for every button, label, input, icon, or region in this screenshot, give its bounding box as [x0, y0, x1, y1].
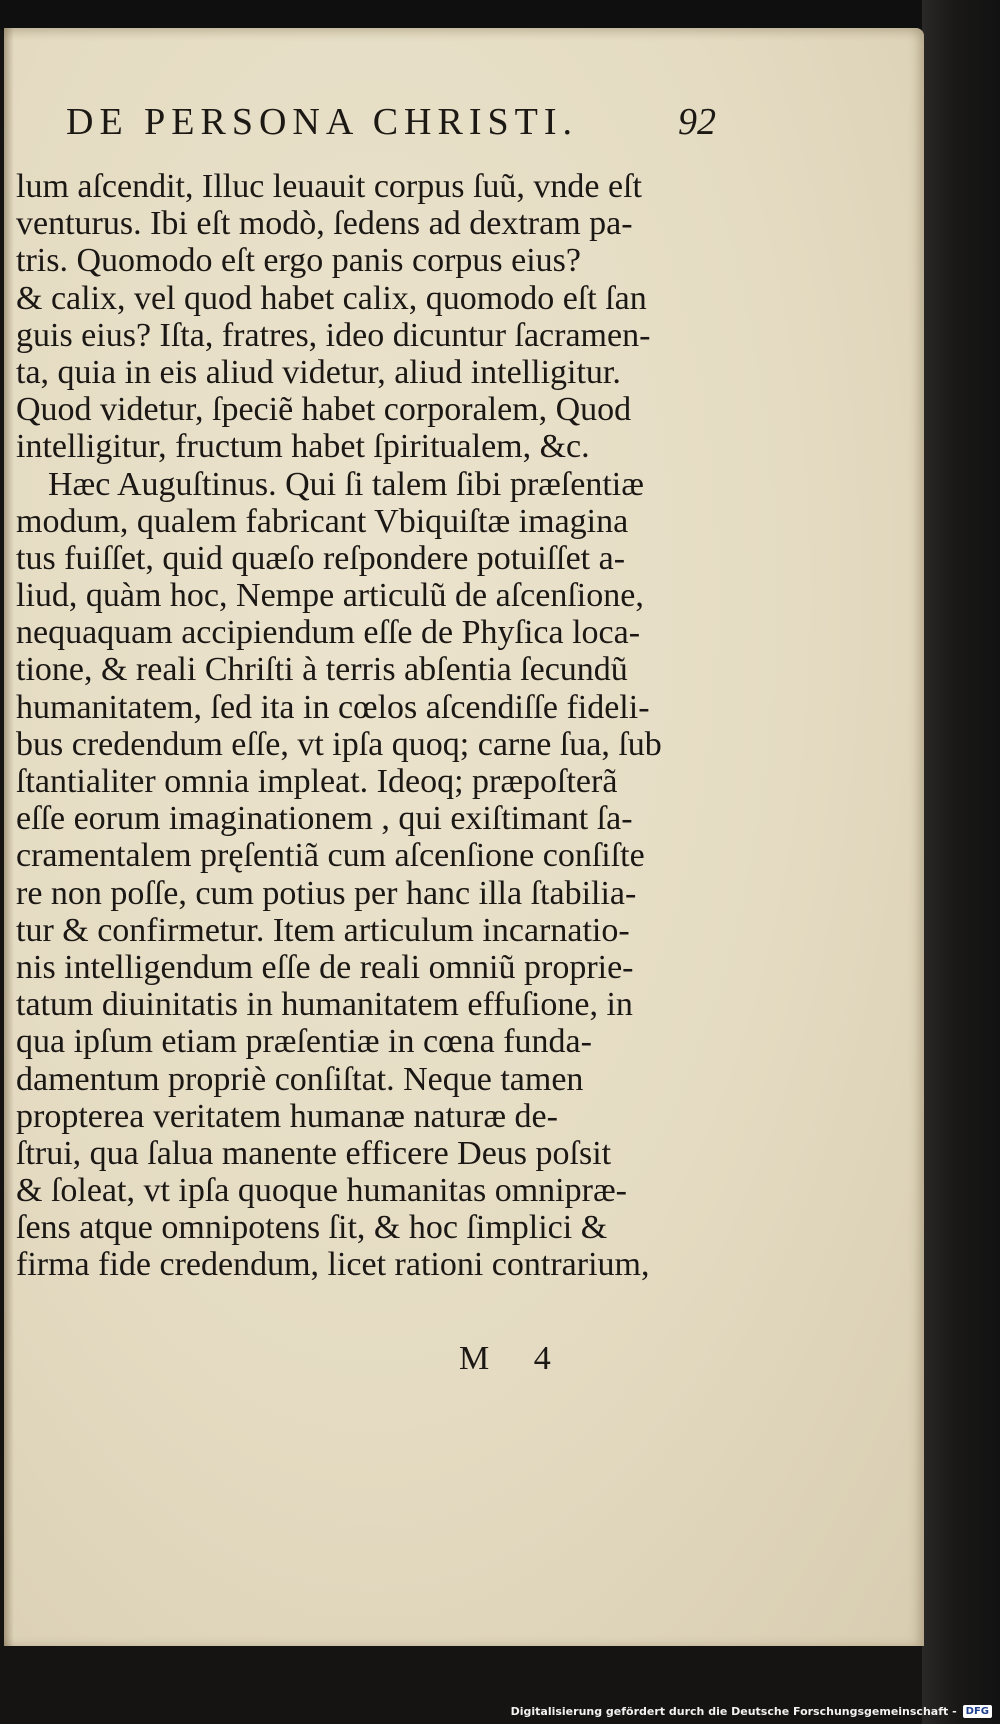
text-line: guis eius? Iſta, fratres, ideo dicuntur ſacramen- — [16, 316, 651, 354]
text-line: damentum propriè conſiſtat. Neque tamen — [16, 1060, 584, 1098]
text-line: bus credendum eſſe, vt ipſa quoq; carne ſua, ſub — [16, 725, 662, 763]
page-gutter-shadow — [4, 28, 14, 1646]
text-line: qua ipſum etiam præſentiæ in cœna funda- — [16, 1023, 592, 1061]
text-line: tus fuiſſet, quid quæſo reſpondere potuiſſet a- — [16, 539, 626, 577]
text-line: tione, & reali Chriſti à terris abſentia ſecundũ — [16, 651, 628, 689]
text-line: & ſoleat, vt ipſa quoque humanitas omnipræ- — [16, 1172, 627, 1210]
dfg-logo: DFG — [963, 1705, 992, 1718]
digitization-credit — [511, 1705, 992, 1718]
running-title: DE PERSONA CHRISTI. — [66, 101, 578, 143]
text-line: modum, qualem fabricant Vbiquiſtæ imagina — [16, 502, 629, 540]
text-line: ta, quia in eis aliud videtur, aliud intelligitur. — [16, 353, 621, 391]
text-line: venturus. Ibi eſt modò, ſedens ad dextram pa- — [16, 205, 633, 243]
scan-top-border — [0, 0, 1000, 30]
credit-text: Digitalisierung gefördert durch die Deutsche Forschungsgemeinschaft - — [510, 1705, 957, 1718]
paragraph-start-line: Hæc Auguſtinus. Qui ſi talem ſibi præſentiæ — [48, 465, 644, 503]
text-line: Quod videtur, ſpeciẽ habet corporalem, Quod — [16, 391, 632, 429]
book-page — [4, 28, 924, 1646]
text-line: tris. Quomodo eſt ergo panis corpus eius? — [16, 242, 582, 280]
text-line: liud, quàm hoc, Nempe articulũ de aſcenſione, — [16, 577, 644, 615]
text-line: cramentalem pręſentiã cum aſcenſione conſiſte — [16, 837, 645, 875]
text-line: nequaquam accipiendum eſſe de Phyſica loca- — [16, 614, 641, 652]
text-line: ſtrui, qua ſalua manente efficere Deus poſsit — [16, 1134, 612, 1172]
running-header — [66, 100, 716, 150]
text-line: ſens atque omnipotens ſit, & hoc ſimplici & — [16, 1209, 608, 1247]
text-line: tatum diuinitatis in humanitatem effuſione, in — [16, 986, 633, 1024]
text-line: lum aſcendit, Illuc leuauit corpus ſuũ, vnde eſt — [16, 168, 642, 205]
text-line: ſtantialiter omnia impleat. Ideoq; præpoſterã — [16, 763, 618, 800]
page-number: 92 — [678, 101, 716, 143]
text-line: & calix, vel quod habet calix, quomodo eſt ſan — [16, 279, 647, 317]
text-line: re non poſſe, cum potius per hanc illa ſtabilia- — [16, 874, 637, 912]
text-line: humanitatem, ſed ita in cœlos aſcendiſſe fideli- — [16, 688, 650, 726]
text-line: tur & confirmetur. Item articulum incarnatio- — [16, 911, 630, 949]
body-text — [16, 168, 716, 1284]
scan-right-border — [922, 0, 1000, 1724]
text-line: firma fide credendum, licet rationi contrarium, — [16, 1246, 650, 1284]
text-line: intelligitur, fructum habet ſpiritualem, &c. — [16, 428, 590, 466]
text-line: nis intelligendum eſſe de reali omniũ proprie- — [16, 948, 634, 986]
text-line: eſſe eorum imaginationem , qui exiſtimant ſa- — [16, 800, 633, 838]
signature-mark: M 4 — [459, 1340, 569, 1377]
text-line: propterea veritatem humanæ naturæ de- — [16, 1097, 558, 1135]
